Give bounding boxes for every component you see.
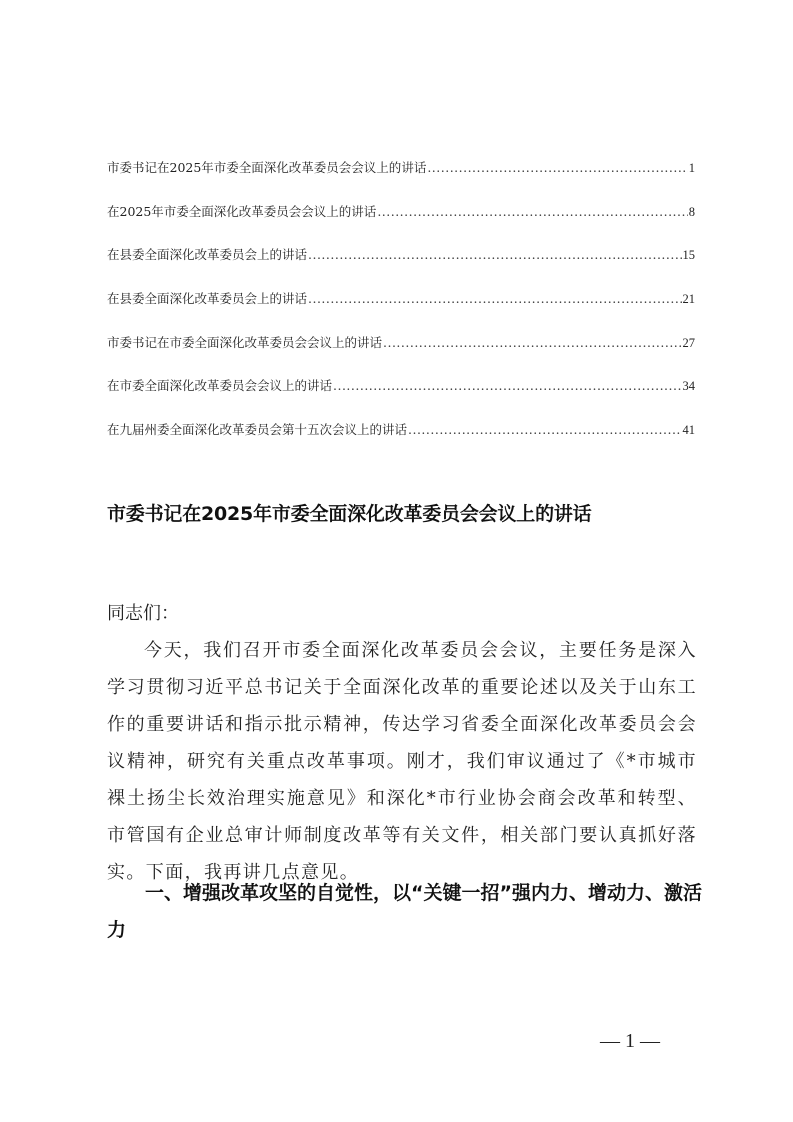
toc-leader-dots	[333, 378, 681, 393]
section-heading: 一、增强改革攻坚的自觉性，以“关键一招”强内力、增动力、激活力	[107, 882, 702, 941]
toc-entry[interactable]	[107, 333, 695, 377]
toc-leader-dots	[427, 160, 687, 175]
salutation: 同志们：	[107, 603, 179, 624]
toc-leader-dots	[383, 335, 681, 350]
toc-entry-title: 市委书记在市委全面深化改革委员会会议上的讲话	[107, 334, 383, 350]
toc-entry[interactable]	[107, 202, 695, 246]
toc-entry-page: 34	[682, 379, 695, 394]
toc-entry-page: 1	[688, 161, 695, 175]
toc-entry-title: 在县委全面深化改革委员会上的讲话	[107, 291, 308, 307]
toc-leader-dots	[308, 291, 681, 306]
toc-entry-page: 21	[682, 292, 695, 307]
toc-entry[interactable]	[107, 376, 695, 420]
toc-leader-dots	[377, 204, 687, 219]
toc-entry-page: 41	[682, 423, 695, 438]
toc-entry-title: 在2025年市委全面深化改革委员会会议上的讲话	[107, 203, 377, 219]
toc-entry-title: 市委书记在2025年市委全面深化改革委员会会议上的讲话	[107, 160, 427, 175]
table-of-contents	[107, 158, 695, 464]
page-number: — 1 —	[600, 1030, 660, 1052]
toc-entry-title: 在县委全面深化改革委员会上的讲话	[107, 247, 308, 263]
toc-entry-page: 8	[688, 204, 695, 219]
document-title: 市委书记在2025年市委全面深化改革委员会会议上的讲话	[107, 503, 592, 525]
toc-leader-dots	[408, 422, 681, 437]
toc-entry[interactable]	[107, 289, 695, 333]
toc-leader-dots	[308, 247, 681, 262]
toc-entry-page: 15	[682, 248, 695, 263]
toc-entry[interactable]	[107, 420, 695, 464]
toc-entry[interactable]	[107, 158, 695, 202]
body-paragraph: 今天，我们召开市委全面深化改革委员会会议，主要任务是深入学习贯彻习近平总书记关于全面深化改革的重要论述以及关于山东工作的重要讲话和指示批示精神，传达学习省委全面深化改革委员会会议精神，研究有关重点改革事项。刚才，我们审议通过了《*市城市裸土扬尘长效治理实施意见》和深化*市行业协会商会改革和转型、市管国有企业总审计师制度改革等有关文件，相关部门要认真抓好落实。下面，我再讲几点意见。	[107, 640, 697, 883]
toc-entry-page: 27	[682, 335, 695, 350]
toc-entry-title: 在九届州委全面深化改革委员会第十五次会议上的讲话	[107, 422, 408, 438]
toc-entry[interactable]	[107, 245, 695, 289]
toc-entry-title: 在市委全面深化改革委员会会议上的讲话	[107, 378, 333, 394]
